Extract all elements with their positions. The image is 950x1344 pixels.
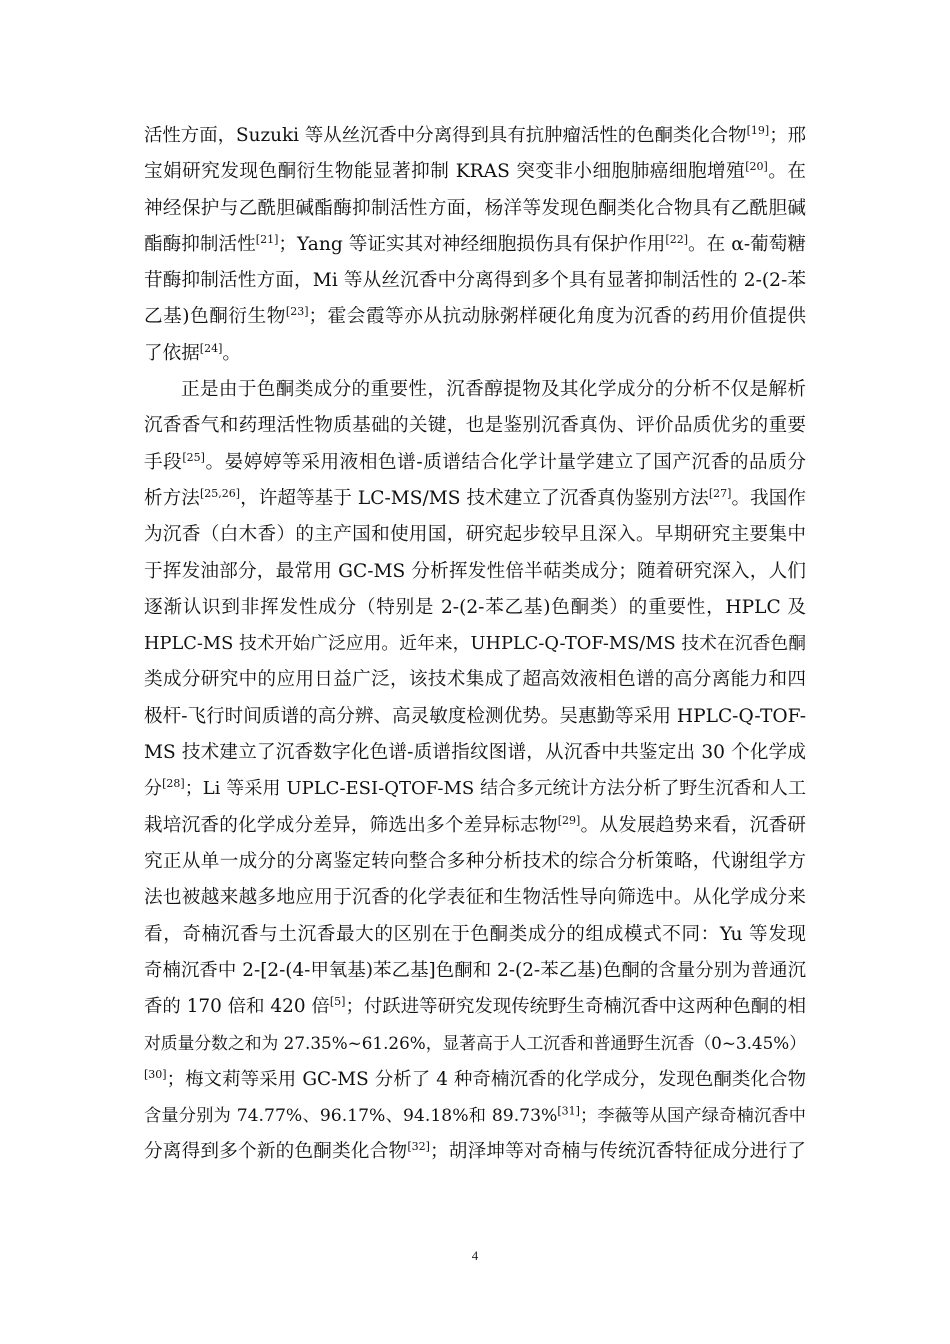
citation-marker: [24] (199, 341, 223, 355)
citation-marker: [25] (182, 450, 205, 464)
text-line: 香的 170 倍和 420 倍[5]；付跃进等研究发现传统野生奇楠沉香中这两种色酮的相 (144, 995, 806, 1018)
text-line: 酯酶抑制活性[21]；Yang 等证实其对神经细胞损伤具有保护作用[22]。在 α-葡萄糖 (144, 232, 806, 255)
text-line: 分[28]；Li 等采用 UPLC-ESI-QTOF-MS 结合多元统计方法分析了野生沉香和人工 (144, 777, 807, 800)
text-line: 活性方面，Suzuki 等从丝沉香中分离得到具有抗肿瘤活性的色酮类化合物[19]；邢 (144, 123, 806, 146)
text-line: 手段[25]。晏婷婷等采用液相色谱-质谱结合化学计量学建立了国产沉香的品质分 (144, 450, 806, 473)
text-line: 于挥发油部分，最常用 GC-MS 分析挥发性倍半萜类成分；随着研究深入，人们 (144, 560, 806, 582)
citation-marker: [21] (255, 232, 279, 246)
text-line: 正是由于色酮类成分的重要性，沉香醇提物及其化学成分的分析不仅是解析 (181, 379, 806, 401)
body-text (144, 118, 806, 1171)
citation-marker: [23] (285, 305, 309, 319)
text-line: 含量分别为 74.77%、96.17%、94.18%和 89.73%[31]；李薇等从国产绿奇楠沉香中 (144, 1104, 806, 1127)
citation-marker: [20] (745, 160, 768, 174)
text-line: 看，奇楠沉香与土沉香最大的区别在于色酮类成分的组成模式不同：Yu 等发现 (144, 923, 806, 945)
text-line: 对质量分数之和为 27.35%~61.26%，显著高于人工沉香和普通野生沉香（0~3.45%） (144, 1033, 806, 1054)
citation-marker: [5] (329, 995, 346, 1008)
text-line: HPLC-MS 技术开始广泛应用。近年来，UHPLC-Q-TOF-MS/MS 技术在沉香色酮 (144, 633, 806, 655)
text-line: 苷酶抑制活性方面，Mi 等从丝沉香中分离得到多个具有显著抑制活性的 2-(2-苯 (144, 270, 806, 292)
text-line: 分离得到多个新的色酮类化合物[32]；胡泽坤等对奇楠与传统沉香特征成分进行了 (144, 1140, 806, 1163)
citation-marker: [32] (407, 1140, 430, 1154)
paragraph-1 (144, 118, 806, 372)
citation-marker: [30] (144, 1067, 167, 1081)
text-line: 类成分研究中的应用日益广泛，该技术集成了超高效液相色谱的高分离能力和四 (144, 669, 806, 691)
citation-marker: [29] (557, 813, 581, 827)
text-line: 究正从单一成分的分离鉴定转向整合多种分析技术的综合分析策略，代谢组学方 (144, 850, 806, 872)
paragraph-2 (144, 372, 806, 1171)
citation-marker: [27] (708, 486, 732, 500)
text-line: 宝娟研究发现色酮衍生物能显著抑制 KRAS 突变非小细胞肺癌细胞增殖[20]。在 (144, 160, 806, 183)
text-line: 栽培沉香的化学成分差异，筛选出多个差异标志物[29]。从发展趋势来看，沉香研 (144, 813, 806, 836)
text-line: 了依据[24]。 (144, 341, 241, 364)
page-number: 4 (471, 1248, 479, 1263)
text-line: 析方法[25,26]，许超等基于 LC-MS/MS 技术建立了沉香真伪鉴别方法[27]。我国作 (144, 486, 806, 509)
citation-marker: [19] (746, 123, 770, 137)
text-line: 神经保护与乙酰胆碱酯酶抑制活性方面，杨洋等发现色酮类化合物具有乙酰胆碱 (144, 197, 806, 219)
citation-marker: [22] (665, 232, 689, 246)
text-line: 乙基)色酮衍生物[23]；霍会霞等亦从抗动脉粥样硬化角度为沉香的药用价值提供 (144, 305, 806, 328)
citation-marker: [28] (162, 777, 185, 791)
text-line: 沉香香气和药理活性物质基础的关键，也是鉴别沉香真伪、评价品质优劣的重要 (144, 415, 806, 437)
text-line: 法也被越来越多地应用于沉香的化学表征和生物活性导向筛选中。从化学成分来 (144, 887, 806, 909)
text-line: MS 技术建立了沉香数字化色谱-质谱指纹图谱，从沉香中共鉴定出 30 个化学成 (144, 742, 806, 764)
citation-marker: [31] (557, 1104, 580, 1118)
text-line: 为沉香（白木香）的主产国和使用国，研究起步较早且深入。早期研究主要集中 (144, 524, 806, 546)
text-line: 奇楠沉香中 2-[2-(4-甲氧基)苯乙基]色酮和 2-(2-苯乙基)色酮的含量分别为普通沉 (144, 959, 806, 981)
citation-marker: [25,26] (199, 486, 241, 500)
text-line: 逐渐认识到非挥发性成分（特别是 2-(2-苯乙基)色酮类）的重要性，HPLC 及 (144, 596, 806, 618)
text-line: 极杆-飞行时间质谱的高分辨、高灵敏度检测优势。吴惠勤等采用 HPLC-Q-TOF- (144, 705, 806, 727)
text-line: [30]；梅文莉等采用 GC-MS 分析了 4 种奇楠沉香的化学成分，发现色酮类化合物 (144, 1067, 806, 1090)
